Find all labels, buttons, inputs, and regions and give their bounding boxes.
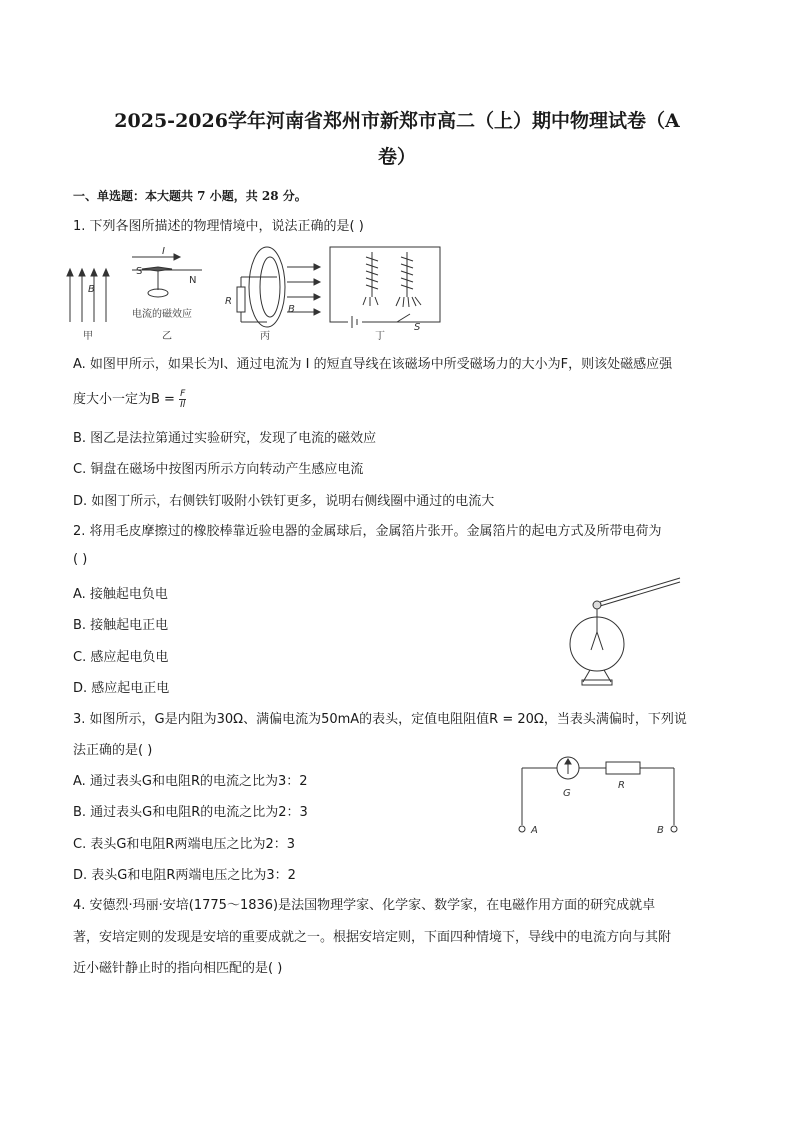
q3-stem-line1: 3. 如图所示，G是内阻为30Ω、满偏电流为50mA的表头，定值电阻阻值R = 20Ω，当表头满偏时，下列说 [73, 712, 687, 727]
formula-fraction [179, 389, 186, 410]
title-line-2: 卷） [377, 146, 416, 168]
fraction-numerator: F [180, 389, 186, 399]
q3-option-a: A. 通过表头G和电阻R的电流之比为3：2 [73, 774, 308, 789]
q2-option-c: C. 感应起电负电 [73, 650, 169, 665]
label-yi: 乙 [162, 331, 172, 342]
q1-stem: 1. 下列各图所描述的物理情境中，说法正确的是( ) [73, 219, 364, 234]
q1-option-c: C. 铜盘在磁场中按图丙所示方向转动产生感应电流 [73, 462, 364, 477]
label-S-ding: S [414, 322, 421, 333]
electroscope-figure [560, 572, 685, 690]
q1-option-d: D. 如图丁所示，右侧铁钉吸附小铁钉更多，说明右侧线圈中通过的电流大 [73, 494, 495, 509]
label-B-bing: B [288, 304, 295, 315]
q1-option-a-line2 [73, 388, 186, 410]
q2-option-b: B. 接触起电正电 [73, 618, 169, 633]
caption-yi: 电流的磁效应 [132, 309, 192, 320]
section-heading: 一、单选题：本大题共 7 小题，共 28 分。 [73, 189, 307, 203]
galvanometer-circuit [510, 752, 685, 842]
fraction-denominator: Il [180, 400, 186, 410]
q4-stem-line1: 4. 安德烈·玛丽·安培(1775～1836)是法国物理学家、化学家、数学家，在电磁作用方面的研究成就卓 [73, 898, 656, 913]
title-line-1: 2025-2026学年河南省郑州市新郑市高二（上）期中物理试卷（A [114, 110, 680, 132]
electromagnet-circuit-ding [330, 247, 440, 327]
q2-stem-line1: 2. 将用毛皮摩擦过的橡胶棒靠近验电器的金属球后，金属箔片张开。金属箔片的起电方式及所带电荷为 [73, 524, 662, 539]
label-N: N [189, 275, 197, 286]
label-I: I [162, 246, 165, 257]
copper-disc-bing [237, 247, 285, 327]
label-ding: 丁 [375, 331, 385, 342]
q1-option-a-prefix: 度大小一定为B = [73, 392, 175, 407]
q3-option-c: C. 表头G和电阻R两端电压之比为2：3 [73, 837, 295, 852]
label-bing: 丙 [260, 331, 270, 342]
label-B-jia: B [88, 284, 95, 295]
field-lines-jia [67, 269, 109, 322]
q4-stem-line3: 近小磁针静止时的指向相匹配的是( ) [73, 961, 283, 976]
page-title [60, 103, 734, 175]
label-R: R [618, 780, 625, 791]
q2-stem-line2: ( ) [73, 552, 88, 567]
q3-option-b: B. 通过表头G和电阻R的电流之比为2：3 [73, 805, 308, 820]
label-G: G [563, 788, 571, 799]
q1-option-a-line1: A. 如图甲所示，如果长为l、通过电流为 I 的短直导线在该磁场中所受磁场力的大小为F，则该处磁感应强 [73, 357, 673, 372]
q2-option-d: D. 感应起电正电 [73, 681, 170, 696]
q3-option-d: D. 表头G和电阻R两端电压之比为3：2 [73, 868, 296, 883]
q3-stem-line2: 法正确的是( ) [73, 743, 153, 758]
q2-option-a: A. 接触起电负电 [73, 587, 168, 602]
label-A: A [531, 825, 538, 836]
label-S: S [136, 266, 143, 277]
q1-option-b: B. 图乙是法拉第通过实验研究，发现了电流的磁效应 [73, 431, 377, 446]
label-jia: 甲 [83, 331, 93, 342]
q1-figure [62, 242, 442, 347]
q4-stem-line2: 著，安培定则的发现是安培的重要成就之一。根据安培定则，下面四种情境下，导线中的电流方向与其附 [73, 930, 672, 945]
label-R: R [225, 296, 232, 307]
label-B: B [657, 825, 664, 836]
